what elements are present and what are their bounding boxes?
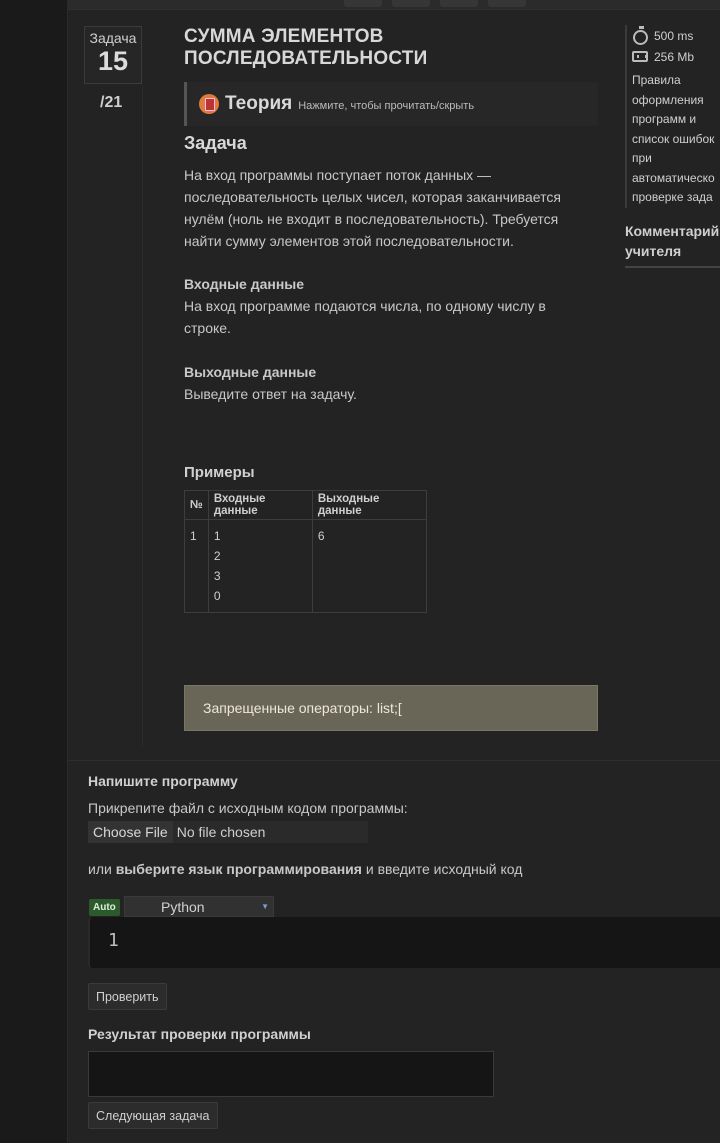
rules-link[interactable] xyxy=(632,71,720,208)
forbidden-operators-notice: Запрещенные операторы: list;[ xyxy=(184,685,598,731)
column-header: Входные данные xyxy=(208,491,312,520)
time-limit xyxy=(632,25,720,46)
limits-panel xyxy=(625,25,720,208)
top-toolbar xyxy=(68,0,720,10)
memory-chip-icon xyxy=(632,49,648,65)
statement-line: последовательность целых чисел, которая заканчивается xyxy=(184,189,561,205)
input-line: На вход программе подаются числа, по одному числу в xyxy=(184,298,546,314)
example-input xyxy=(208,520,312,613)
book-icon xyxy=(199,94,219,114)
divider xyxy=(625,266,720,268)
stopwatch-icon xyxy=(632,28,648,44)
auto-badge[interactable]: Auto xyxy=(89,899,120,916)
example-input-line: 3 xyxy=(213,569,221,583)
examples-table xyxy=(184,490,427,613)
statement-line: На вход программы поступает поток данных — xyxy=(184,167,492,183)
divider xyxy=(68,760,720,761)
teacher-comment-heading[interactable] xyxy=(625,221,720,261)
choose-language-link[interactable]: выберите язык программирования xyxy=(115,861,362,877)
column-header: Выходные данные xyxy=(312,491,426,520)
table-row xyxy=(185,520,427,613)
toolbar-tab[interactable] xyxy=(392,0,430,7)
theory-toggle[interactable] xyxy=(184,82,598,126)
time-limit-value: 500 ms xyxy=(654,28,694,43)
memory-limit xyxy=(632,46,720,67)
main-panel xyxy=(68,0,720,1143)
task-number: 15 xyxy=(97,46,129,76)
toolbar-tab[interactable] xyxy=(344,0,382,7)
example-input-line: 2 xyxy=(213,549,221,563)
left-sidebar-strip xyxy=(0,0,68,1143)
rules-line: список ошибок xyxy=(632,131,715,146)
rules-line: проверке зада xyxy=(632,190,713,204)
language-select[interactable] xyxy=(124,896,274,917)
theory-hint: Нажмите, чтобы прочитать/скрыть xyxy=(298,100,475,112)
rules-line: Правила xyxy=(632,73,681,87)
output-description: Выведите ответ на задачу. xyxy=(184,386,357,402)
output-heading: Выходные данные xyxy=(184,364,317,380)
input-description xyxy=(184,295,604,339)
rules-line: при xyxy=(632,151,652,165)
memory-limit-value: 256 Mb xyxy=(654,49,695,64)
chevron-down-icon: ▼ xyxy=(261,902,269,911)
table-header-row xyxy=(185,491,427,520)
page-title xyxy=(184,26,604,70)
toolbar-tab[interactable] xyxy=(488,0,526,7)
task-column-divider xyxy=(142,86,143,746)
language-hint xyxy=(88,861,522,877)
task-number-box xyxy=(84,26,142,84)
next-task-button[interactable]: Следующая задача xyxy=(88,1102,218,1129)
code-editor[interactable] xyxy=(88,917,720,968)
no-file-text: No file chosen xyxy=(176,824,266,840)
teacher-comment-line: учителя xyxy=(625,243,682,259)
choose-file-button[interactable]: Choose File xyxy=(88,821,173,843)
example-output: 6 xyxy=(312,520,426,613)
column-header: № xyxy=(185,491,209,520)
rules-line: оформления xyxy=(632,92,704,107)
result-output xyxy=(88,1051,494,1097)
task-total: /21 xyxy=(100,94,123,111)
title-line: СУММА ЭЛЕМЕНТОВ xyxy=(184,26,384,47)
hint-suffix: и введите исходный код xyxy=(361,861,523,877)
attach-file-label: Прикрепите файл с исходным кодом программы: xyxy=(88,800,408,816)
teacher-comment-line: Комментарий xyxy=(625,223,720,239)
language-selected: Python xyxy=(161,898,205,915)
task-label: Задача xyxy=(89,30,137,46)
statement-line: найти сумму элементов этой последовательности. xyxy=(184,233,514,249)
title-line: ПОСЛЕДОВАТЕЛЬНОСТИ xyxy=(184,48,428,69)
theory-title: Теория xyxy=(225,93,293,114)
rules-line: программ и xyxy=(632,112,697,126)
write-program-heading: Напишите программу xyxy=(88,773,238,789)
line-number: 1 xyxy=(108,930,119,951)
check-button[interactable]: Проверить xyxy=(88,983,167,1010)
example-input-line: 1 xyxy=(213,529,221,543)
hint-prefix: или xyxy=(88,861,116,877)
statement-heading: Задача xyxy=(184,133,247,153)
statement-text xyxy=(184,164,604,252)
toolbar-tab[interactable] xyxy=(440,0,478,7)
statement-line: нулём (ноль не входит в последовательность). Требуется xyxy=(184,211,559,227)
input-heading: Входные данные xyxy=(184,276,305,292)
examples-heading: Примеры xyxy=(184,464,255,481)
example-input-line: 0 xyxy=(213,589,221,603)
example-number: 1 xyxy=(185,520,209,613)
rules-line: автоматическо xyxy=(632,170,715,185)
result-heading: Результат проверки программы xyxy=(88,1026,311,1042)
file-input[interactable] xyxy=(88,821,368,843)
input-line: строке. xyxy=(184,320,231,336)
